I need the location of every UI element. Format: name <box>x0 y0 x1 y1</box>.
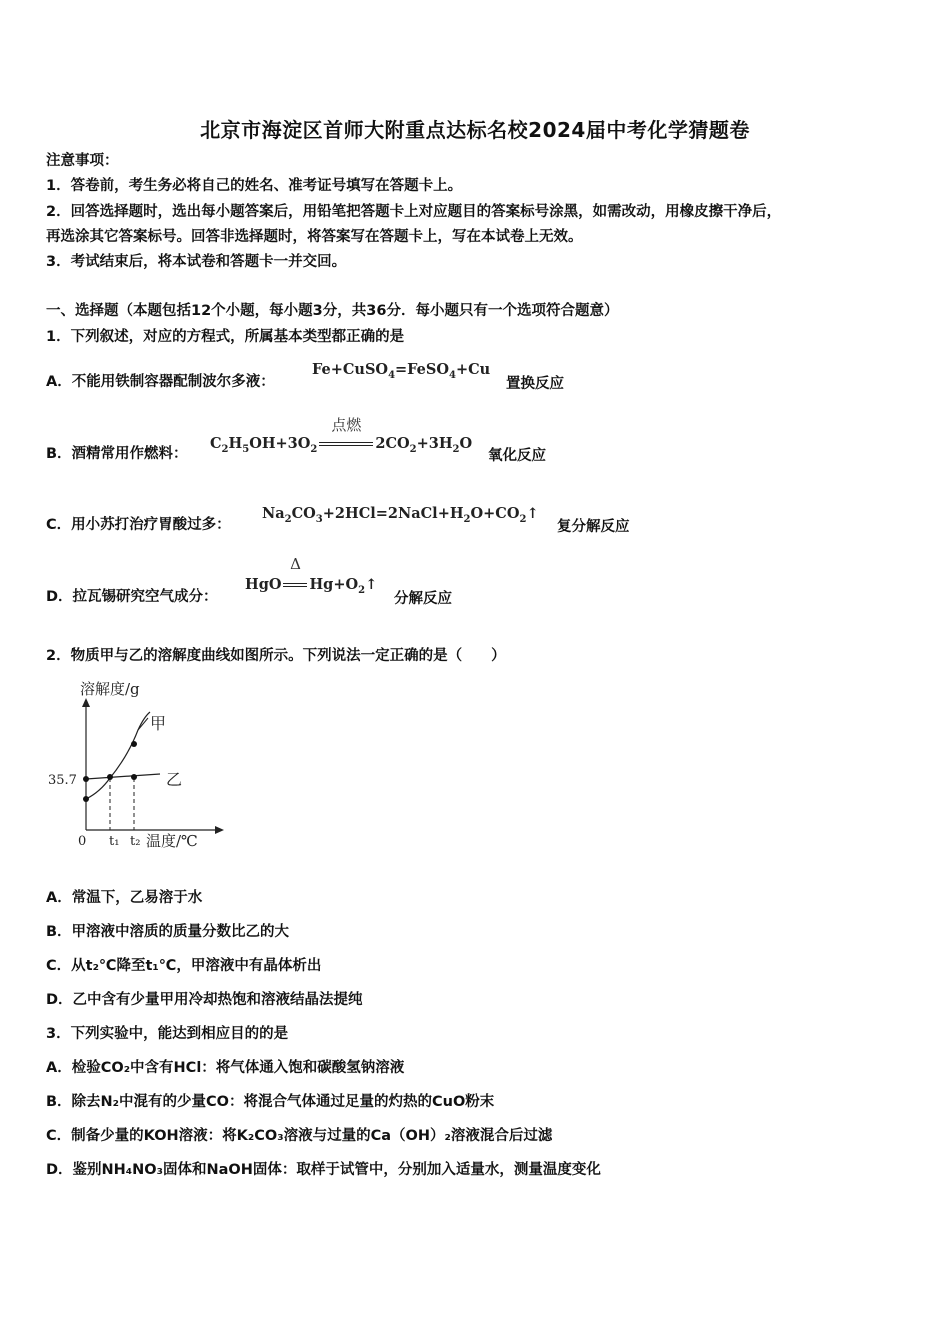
series-jia-label: 甲 <box>150 714 167 733</box>
q1-option-c-type: 复分解反应 <box>557 519 630 535</box>
q2-option-d: D．乙中含有少量甲用冷却热饱和溶液结晶法提纯 <box>46 992 363 1008</box>
x-axis-arrow <box>215 826 224 834</box>
point-yi-0 <box>83 776 89 782</box>
q1-option-d-condition: Δ <box>290 555 301 573</box>
q1-option-b-equation: $C_2H_5OH+3O_2$ 点燃 $2CO_2+3H_2O$ <box>210 416 473 455</box>
q1-option-b-label: B．酒精常用作燃料： <box>46 446 188 462</box>
notice-item: 3．考试结束后，将本试卷和答题卡一并交回。 <box>46 254 347 270</box>
notice-item: 1．答卷前，考生务必将自己的姓名、准考证号填写在答题卡上。 <box>46 178 463 194</box>
q2-option-c: C．从t₂℃降至t₁℃，甲溶液中有晶体析出 <box>46 958 322 974</box>
q1-option-a-type: 置换反应 <box>506 376 564 392</box>
notice-item: 再选涂其它答案标号。回答非选择题时，将答案写在答题卡上，写在本试卷上无效。 <box>46 229 583 245</box>
solubility-chart <box>40 672 240 857</box>
question-3-stem: 3．下列实验中，能达到相应目的的是 <box>46 1026 289 1042</box>
point-jia-0 <box>83 796 89 802</box>
series-yi-label: 乙 <box>166 770 183 789</box>
q3-option-c: C．制备少量的KOH溶液：将K₂CO₃溶液与过量的Ca（OH）₂溶液混合后过滤 <box>46 1128 553 1144</box>
q2-option-b: B．甲溶液中溶质的质量分数比乙的大 <box>46 924 290 940</box>
series-jia-line <box>86 712 150 799</box>
notice-item: 2．回答选择题时，选出每小题答案后，用铅笔把答题卡上对应题目的答案标号涂黑，如需改动，用橡皮擦干净后， <box>46 204 782 220</box>
q1-option-b-condition: 点燃 <box>331 416 362 434</box>
notice-heading: 注意事项： <box>46 153 119 169</box>
q1-option-c-label: C．用小苏打治疗胃酸过多： <box>46 517 231 533</box>
q1-option-c-equation: $Na_2CO_3+2HCl=2NaCl+H_2O+CO_2↑$ <box>262 505 539 525</box>
question-1-stem: 1．下列叙述，对应的方程式，所属基本类型都正确的是 <box>46 329 405 345</box>
q3-option-d: D．鉴别NH₄NO₃固体和NaOH固体：取样于试管中，分别加入适量水，测量温度变化 <box>46 1162 601 1178</box>
x-tick-label: t₂ <box>130 834 141 849</box>
y-axis-label: 溶解度/g <box>80 680 140 698</box>
point-jia-t2 <box>131 741 137 747</box>
series-yi-line <box>86 774 160 779</box>
point-yi-t2 <box>131 774 137 780</box>
q1-option-a-equation: Fe+CuSO$_4$=FeSO$_4$+Cu <box>312 361 491 381</box>
q3-option-b: B．除去N₂中混有的少量CO：将混合气体通过足量的灼热的CuO粉末 <box>46 1094 495 1110</box>
x-axis-label: 温度/℃ <box>146 832 198 850</box>
q1-option-b-type: 氧化反应 <box>488 448 546 464</box>
page-title: 北京市海淀区首师大附重点达标名校2024届中考化学猜题卷 <box>200 118 750 142</box>
q3-option-a: A．检验CO₂中含有HCl：将气体通入饱和碳酸氢钠溶液 <box>46 1060 405 1076</box>
q1-option-d-label: D．拉瓦锡研究空气成分： <box>46 589 218 605</box>
q1-option-d-equation: HgO Δ $Hg+O_2↑$ <box>245 555 378 596</box>
y-axis-arrow <box>82 698 90 707</box>
q1-option-d-type: 分解反应 <box>394 591 452 607</box>
question-2-stem: 2．物质甲与乙的溶解度曲线如图所示。下列说法一定正确的是（ ） <box>46 648 506 664</box>
q1-option-a-label: A．不能用铁制容器配制波尔多液： <box>46 374 275 390</box>
section-heading: 一、选择题（本题包括12个小题，每小题3分，共36分．每小题只有一个选项符合题意） <box>46 303 619 319</box>
point-intersection-t1 <box>107 774 113 780</box>
x-tick-label: 0 <box>78 834 87 849</box>
x-tick-label: t₁ <box>109 834 120 849</box>
y-tick-label: 35.7 <box>48 773 77 788</box>
q2-option-a: A．常温下，乙易溶于水 <box>46 890 203 906</box>
